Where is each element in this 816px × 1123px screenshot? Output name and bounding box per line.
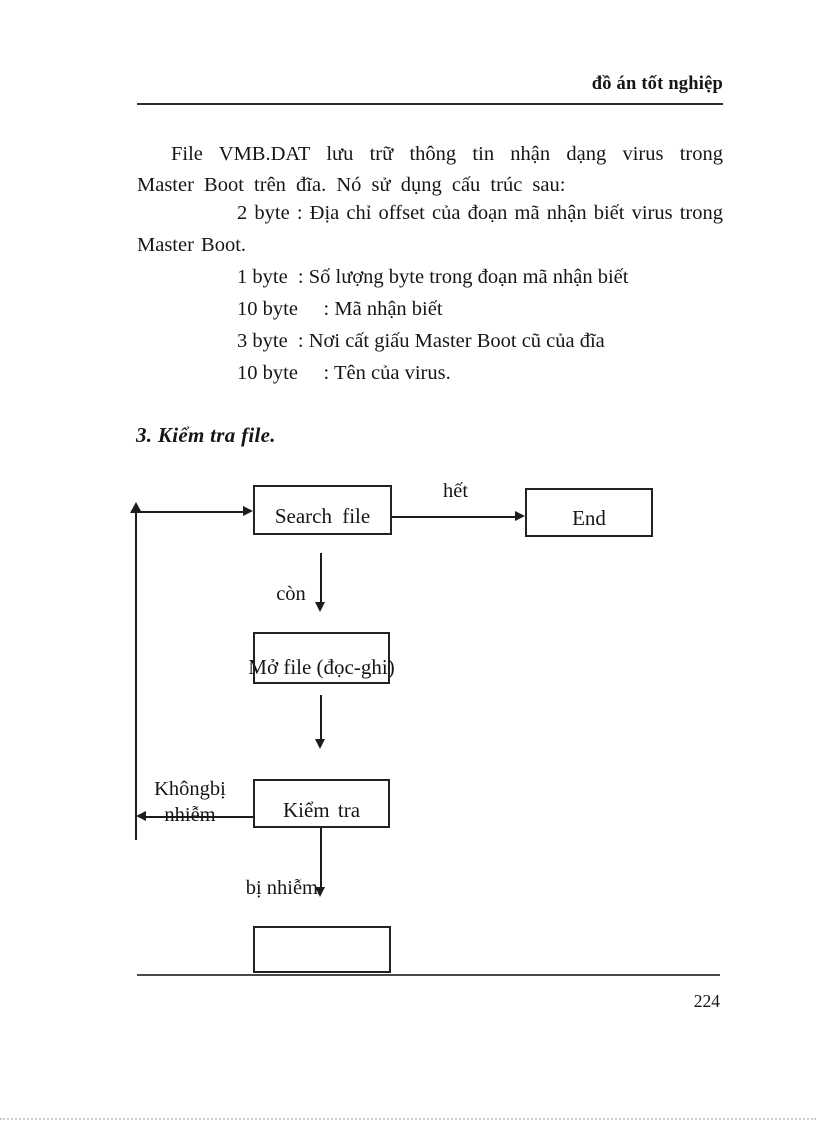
flowchart-node-open-file-label: Mở file (đọc-ghi) [248,655,395,679]
footer-rule [137,974,720,976]
flowchart-node-check [253,779,390,828]
flowchart-node-search-file-label: Search file [274,504,371,528]
arrowhead-into-end-icon [515,511,525,521]
flowchart-node-end-label: End [572,506,606,530]
flowchart-node-check-label: Kiểm tra [282,798,361,822]
structure-field-backup: 3 byte : Nơi cất giấu Master Boot cũ của đĩa [237,330,605,352]
section-heading: 3. Kiểm tra file. [136,423,276,447]
structure-field-virus-name: 10 byte : Tên của virus. [237,362,451,384]
flowchart-node-infected-action [253,926,391,973]
edge-label-not-infected [148,776,232,828]
scan-edge-artifact [0,1118,816,1120]
header-rule [137,103,723,105]
loop-line-to-search [136,511,243,513]
structure-field-list [137,197,723,389]
edge-search-to-open [320,553,322,602]
intro-paragraph: File VMB.DAT lưu trữ thông tin nhận dạng virus trong Master Boot trên đĩa. Nó sử dụng cấu trúc sau: [137,143,723,196]
edge-label-not-infected-line1: Khôngbị [154,778,226,800]
flowchart-node-search-file [253,485,392,535]
edge-label-con: còn [276,583,306,605]
structure-field-offset: 2 byte : Địa chỉ offset của đoạn mã nhận biết virus trong Master Boot. [137,202,723,256]
flowchart-node-open-file [248,632,395,684]
edge-label-het: hết [442,480,469,502]
page-number: 224 [693,991,720,1011]
edge-check-to-result [320,828,322,889]
arrowhead-into-search-icon [243,506,253,516]
structure-field-signature: 10 byte : Mã nhận biết [237,298,443,320]
edge-label-infected: bị nhiễm [245,877,318,899]
arrowhead-down-to-check-icon [315,739,325,749]
loop-line-vertical [135,505,137,840]
page-header-text: đồ án tốt nghiệp [591,74,723,94]
structure-field-length: 1 byte : Số lượng byte trong đoạn mã nhận biết [237,266,629,288]
edge-label-not-infected-line2: nhiễm [164,804,216,826]
arrowhead-left-loop-icon [136,811,146,821]
edge-open-to-check [320,695,322,739]
flowchart-node-end [525,488,653,537]
arrowhead-up-icon [130,502,142,513]
edge-search-to-end [392,516,515,518]
